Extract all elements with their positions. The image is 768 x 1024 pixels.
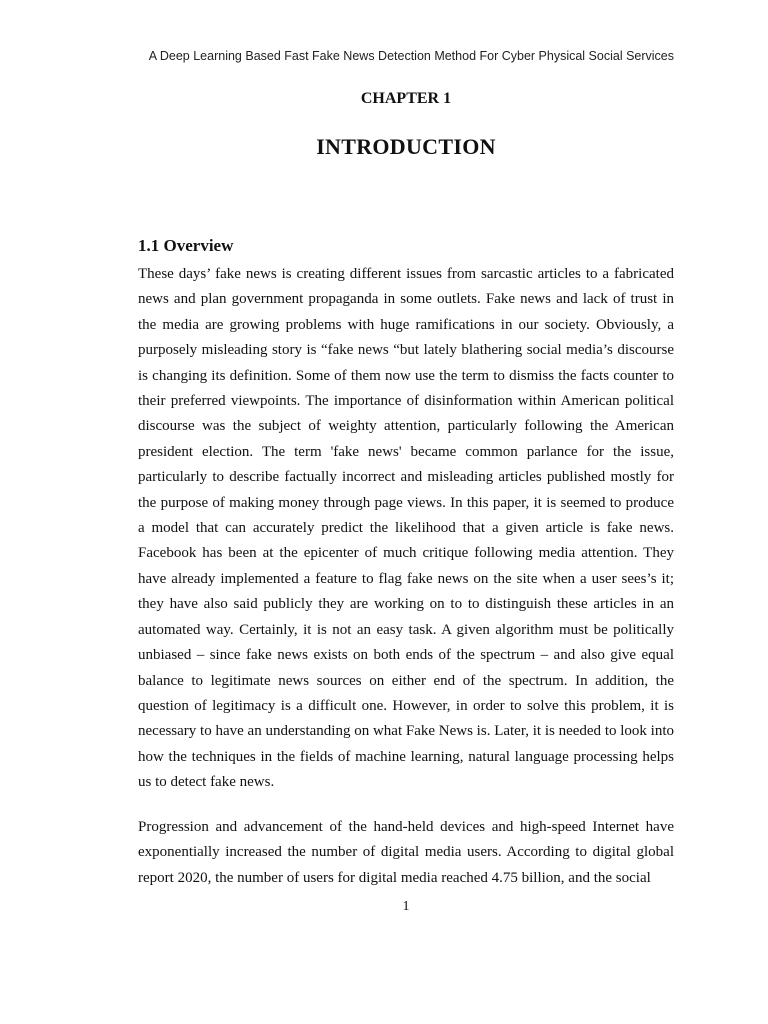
chapter-label: CHAPTER 1 [360,90,452,107]
chapter-title: INTRODUCTION [316,134,496,159]
body-paragraph-2: Progression and advancement of the hand-held devices and high-speed Internet have exponentially increased the number of digital media users. According to digital global report 2020, the number of users for digital media reached 4.75 billion, and the social [138,819,674,886]
page-number: 1 [402,899,410,914]
section-heading: 1.1 Overview [138,236,234,255]
body-paragraph-1: These days’ fake news is creating different issues from sarcastic articles to a fabricated news and plan government propaganda in some outlets. Fake news and lack of trust in the media are growing problems with huge ramifications in our society. Obviously, a purposely misleading story is “fake news “but lately blathering social media’s discourse is changing its definition. Some of them now use the term to dismiss the facts counter to their preferred viewpoints. The importance of disinformation within American political discourse was the subject of weighty attention, particularly following the American president election. The term 'fake news' became common parlance for the issue, particularly to describe factually incorrect and misleading articles published mostly for the purpose of making money through page views. In this paper, it is seemed to produce a model that can accurately predict the likelihood that a given article is fake news. Facebook has been at the epicenter of much critique following media attention. They have already implemented a feature to flag fake news on the site when a user sees’s it; they have also said publicly they are working on to to distinguish these articles in an automated way. Certainly, it is not an easy task. A given algorithm must be politically unbiased – since fake news exists on both ends of the spectrum – and also give equal balance to legitimate news sources on either end of the spectrum. In addition, the question of legitimacy is a difficult one. However, in order to solve this problem, it is necessary to have an understanding on what Fake News is. Later, it is needed to look into how the techniques in the fields of machine learning, natural language processing helps us to detect fake news. [138,266,674,791]
running-header: A Deep Learning Based Fast Fake News Detection Method For Cyber Physical Social Services [148,49,674,63]
